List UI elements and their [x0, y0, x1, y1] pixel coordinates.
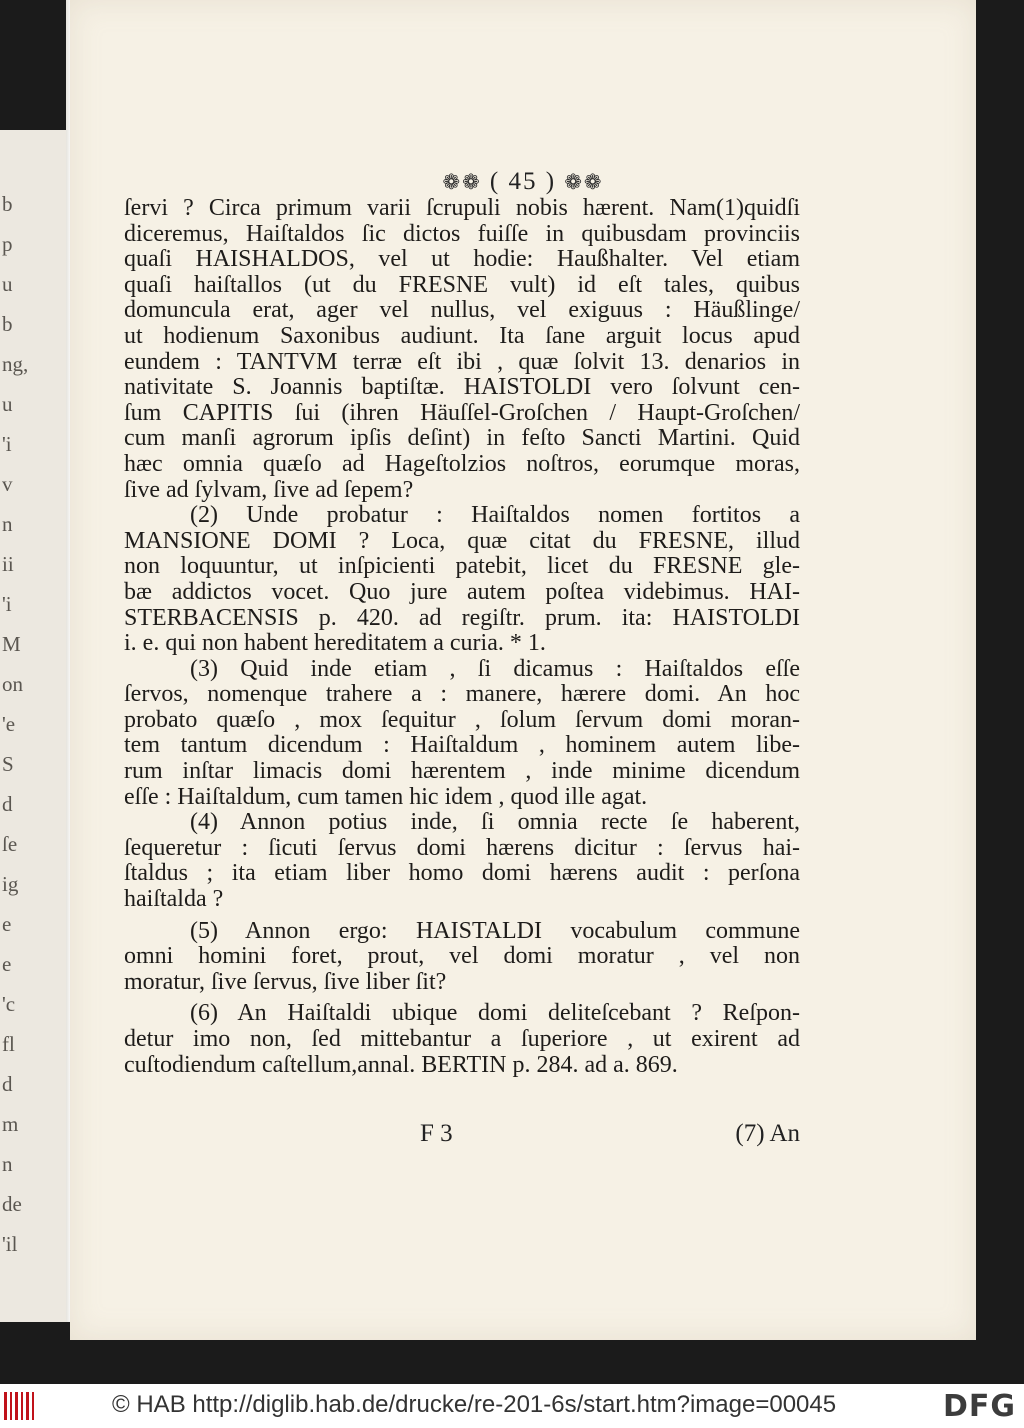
- text-line: ſive ad ſylvam, ſive ad ſepem?: [124, 476, 414, 503]
- adjacent-page-text-fragment: ig: [2, 872, 19, 896]
- text-line: cum manſi agrorum ipſis deſint) in feſto Sancti Martini. Quid: [124, 425, 800, 452]
- text-line: MANSIONE DOMI ? Loca, quæ citat du FRESNE, illud: [124, 527, 800, 554]
- dfg-logo: DFG: [942, 1389, 1016, 1424]
- text-line: ſum CAPITIS ſui (ihren Häuſſel-Groſchen / Haupt-Groſchen/: [124, 399, 800, 426]
- adjacent-page-text-fragment: e: [2, 952, 12, 976]
- adjacent-page-text-fragment: 'c: [2, 992, 16, 1016]
- adjacent-page-text-fragment: ſe: [2, 832, 18, 856]
- text-line: (5) Annon ergo: HAISTALDI vocabulum commune: [190, 917, 800, 944]
- body-text: [124, 196, 800, 1078]
- ornament-left-icon: ❁❁: [442, 170, 482, 194]
- adjacent-page-text-fragment: de: [2, 1192, 22, 1216]
- adjacent-page-text-fragment: ii: [2, 552, 14, 576]
- adjacent-page-text-fragment: m: [2, 1112, 19, 1136]
- text-line: nativitate S. Joannis baptiſtæ. HAISTOLDI vero ſolvunt cen-: [124, 374, 800, 401]
- adjacent-page-text-fragment: fl: [2, 1032, 15, 1056]
- adjacent-page-text-fragment: 'e: [2, 712, 16, 736]
- text-line: rum inſtar limacis domi hærentem , inde minime dicendum: [124, 758, 800, 785]
- adjacent-page-text-fragment: e: [2, 912, 12, 936]
- text-line: haiſtalda ?: [124, 886, 224, 913]
- adjacent-page-text-fragment: p: [2, 232, 13, 256]
- text-line: probato quæſo , mox ſequitur , ſolum ſervum domi moran-: [124, 706, 800, 733]
- text-line: ut hodienum Saxonibus audiunt. Ita ſane arguit locus apud: [124, 322, 800, 349]
- text-line: quaſi haiſtallos (ut du FRESNE vult) id eſt tales, quibus: [124, 271, 800, 298]
- adjacent-page-edge: [0, 130, 68, 1322]
- text-line: non loquuntur, ut inſpicienti patebit, licet du FRESNE gle-: [124, 553, 800, 580]
- book-page: [70, 0, 976, 1340]
- text-line: eundem : TANTVM terræ eſt ibi , quæ ſolvit 13. denarios in: [124, 348, 800, 375]
- text-line: (6) An Haiſtaldi ubique domi deliteſcebant ? Reſpon-: [190, 1000, 800, 1027]
- adjacent-page-text-fragment: on: [2, 672, 23, 696]
- adjacent-page-text-fragment: d: [2, 792, 13, 816]
- adjacent-page-text-fragment: 'i: [2, 432, 12, 456]
- signature-mark: F 3: [420, 1120, 453, 1147]
- text-line: ſtaldus ; ita etiam liber homo domi hærens audit : perſona: [124, 860, 800, 887]
- page-footer: [124, 1120, 800, 1150]
- text-line: bæ addictos vocet. Quo jure autem poſtea videbimus. HAI-: [124, 578, 800, 605]
- adjacent-page-text-fragment: b: [2, 192, 13, 216]
- adjacent-page-text-fragment: 'il: [2, 1232, 18, 1256]
- text-line: omni homini foret, prout, vel domi moratur , vel non: [124, 943, 800, 970]
- attribution-link[interactable]: © HAB http://diglib.hab.de/drucke/re-201-6s/start.htm?image=00045: [112, 1391, 837, 1418]
- text-line: detur imo non, ſed mittebantur a ſuperiore , ut exirent ad: [124, 1026, 800, 1052]
- adjacent-page-text-fragment: 'i: [2, 592, 12, 616]
- text-line: (2) Unde probatur : Haiſtaldos nomen fortitos a: [190, 502, 800, 529]
- adjacent-page-text-fragment: v: [2, 472, 13, 496]
- adjacent-page-text-fragment: ng,: [2, 352, 29, 376]
- hab-logo-icon: [4, 1392, 34, 1420]
- adjacent-page-text-fragment: d: [2, 1072, 13, 1096]
- text-line: hæc omnia quæſo ad Hageſtolzios noſtros, eorumque moras,: [124, 450, 800, 477]
- adjacent-page-text-fragment: u: [2, 392, 13, 416]
- adjacent-page-text-fragment: b: [2, 312, 13, 336]
- text-line: (4) Annon potius inde, ſi omnia recte ſe haberent,: [190, 809, 800, 836]
- text-line: ſequeretur : ſicuti ſervus domi hærens dicitur : ſervus hai-: [124, 834, 800, 861]
- text-line: quaſi HAISHALDOS, vel ut hodie: Haußhalter. Vel etiam: [124, 246, 800, 273]
- adjacent-page-text-fragment: n: [2, 512, 13, 536]
- text-line: ſervos, nomenque trahere a : manere, hærere domi. An hoc: [124, 681, 800, 708]
- adjacent-page-text-fragment: n: [2, 1152, 13, 1176]
- text-line: cuſtodiendum caſtellum,annal. BERTIN p. 284. ad a. 869.: [124, 1051, 678, 1078]
- attribution-bar: [0, 1384, 1024, 1428]
- text-line: tem tantum dicendum : Haiſtaldum , hominem autem libe-: [124, 732, 800, 759]
- page-number: ( 45 ): [489, 168, 557, 195]
- text-line: i. e. qui non habent hereditatem a curia. * 1.: [124, 630, 546, 657]
- running-header: [70, 168, 976, 196]
- adjacent-page-text-fragment: S: [2, 752, 14, 776]
- catchword: (7) An: [735, 1120, 800, 1147]
- ornament-right-icon: ❁❁: [564, 170, 604, 194]
- text-line: eſſe : Haiſtaldum, cum tamen hic idem , quod ille agat.: [124, 783, 648, 810]
- text-line: STERBACENSIS p. 420. ad regiſtr. prum. ita: HAISTOLDI: [124, 604, 800, 631]
- adjacent-page-text-fragment: u: [2, 272, 13, 296]
- adjacent-page-text-fragment: M: [2, 632, 21, 656]
- text-line: ſervi ? Circa primum varii ſcrupuli nobis hærent. Nam(1)quidſi: [124, 195, 800, 221]
- text-line: moratur, ſive ſervus, ſive liber ſit?: [124, 968, 447, 995]
- text-line: domuncula erat, ager vel nullus, vel exiguus : Häußlinge/: [124, 297, 800, 324]
- text-line: diceremus, Haiſtaldos ſic dictos fuiſſe in quibusdam provinciis: [124, 220, 800, 247]
- text-line: (3) Quid inde etiam , ſi dicamus : Haiſtaldos eſſe: [190, 655, 800, 682]
